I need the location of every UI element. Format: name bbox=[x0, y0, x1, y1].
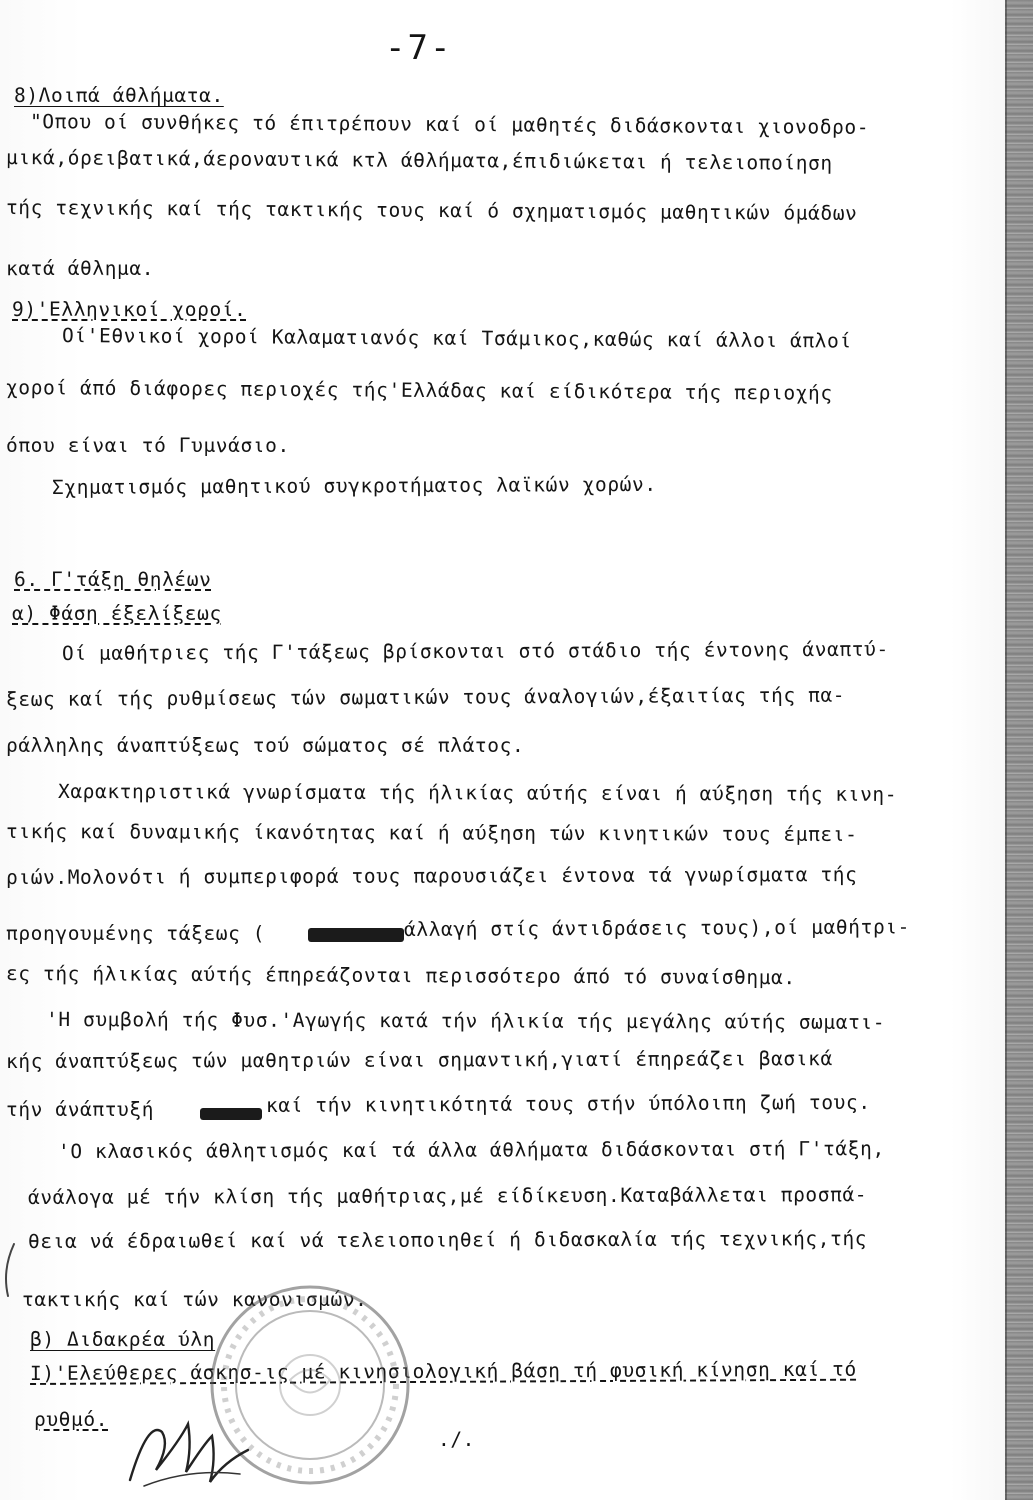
text-line: 'Ο κλασικός άθλητισμός καί τά άλλα άθλήματα διδάσκονται στή Γ'τάξη, bbox=[57, 1137, 885, 1163]
text-line-end: άλλαγή στίς άντιδράσεις τους),οί μαθήτρι- bbox=[403, 915, 911, 941]
text-line: Σχηματισμός μαθητικού συγκροτήματος λαϊκών χορών. bbox=[51, 472, 657, 499]
text-line: "Οπου οί συνθήκες τό έπιτρέπουν καί οί μαθητές διδάσκονται χιονοδρο- bbox=[29, 110, 870, 139]
text-line: μικά,όρειβατικά,άεροναυτικά κτλ άθλήματα,έπιδιώκεται ή τελειοποίηση bbox=[5, 146, 833, 175]
text-line: χοροί άπό διάφορες περιοχές τής'Ελλάδας καί είδικότερα τής περιοχής bbox=[5, 376, 833, 405]
section-heading-6: 6. Γ'τάξη θηλέων bbox=[14, 568, 212, 591]
text-line-end: καί τήν κινητικότητά τους στήν ύπόλοιπη ζωή τους. bbox=[265, 1090, 871, 1117]
text-line: 'Η συμβολή τής Φυσ.'Αγωγής κατά τήν ήλικία τής μεγάλης αύτής σωματι- bbox=[45, 1008, 886, 1034]
redaction-mark bbox=[200, 1108, 262, 1120]
section-heading-beta: β) Διδακρέα ύλη bbox=[30, 1328, 216, 1351]
text-line: κατά άθλημα. bbox=[6, 257, 155, 280]
text-line: Χαρακτηριστικά γνωρίσματα τής ήλικίας αύτής είναι ή αύξηση τής κινη- bbox=[57, 780, 898, 806]
redaction-mark bbox=[308, 928, 404, 942]
text-line: τής τεχνικής καί τής τακτικής τους καί ό σχηματισμός μαθητικών όμάδων bbox=[5, 196, 858, 225]
text-line: κής άναπτύξεως τών μαθητριών είναι σημαντική,γιατί έπηρεάζει βασικά bbox=[5, 1047, 833, 1073]
text-line: άνάλογα μέ τήν κλίση τής μαθήτριας,μέ είδίκευση.Καταβάλλεται προσπά- bbox=[27, 1183, 868, 1209]
text-line: ριών.Μολονότι ή συμπεριφορά τους παρουσιάζει έντονα τά γνωρίσματα τής bbox=[5, 863, 858, 889]
text-line: ες τής ήλικίας αύτής έπηρεάζονται περισσότερο άπό τό συναίσθημα. bbox=[5, 962, 796, 990]
text-line: θεια νά έδραιωθεί καί νά τελειοποιηθεί ή διδασκαλία τής τεχνικής,τής bbox=[27, 1227, 868, 1253]
text-line: ξεως καί τής ρυθμίσεως τών σωματικών τους άναλογιών,έξαιτίας τής πα- bbox=[5, 683, 846, 711]
text-line: Οί'Εθνικοί χοροί Καλαματιανός καί Τσάμικος,καθώς καί άλλοι άπλοί bbox=[61, 324, 852, 353]
section-heading-9: 9)'Ελληνικοί χοροί. bbox=[12, 298, 247, 321]
page-number: -7- bbox=[385, 28, 453, 68]
signature-icon bbox=[120, 1390, 260, 1500]
text-line: Οί μαθήτριες τής Γ'τάξεως βρίσκονται στό στάδιο τής έντονης άναπτύ- bbox=[61, 637, 889, 665]
margin-mark-icon bbox=[0, 1240, 20, 1300]
section-heading-I: I)'Ελεύθερες άσκησ-ις μέ κινησιολογική βάση τή φυσική κίνηση καί τό bbox=[29, 1357, 857, 1385]
page-edge-shadow bbox=[1005, 0, 1033, 1500]
text-line-start: τήν άνάπτυξή bbox=[6, 1098, 155, 1121]
text-line: ράλληλης άναπτύξεως τού σώματος σέ πλάτος. bbox=[6, 734, 525, 757]
text-line: ρυθμό. bbox=[34, 1408, 109, 1431]
section-heading-alpha: α) Φάση έξελίξεως bbox=[12, 602, 222, 625]
continuation-mark: ./. bbox=[438, 1428, 476, 1451]
text-line: τικής καί δυναμικής ίκανότητας καί ή αύξηση τών κινητικών τους έμπει- bbox=[5, 820, 858, 846]
text-line: όπου είναι τό Γυμνάσιο. bbox=[6, 434, 290, 457]
page-edge-line bbox=[1005, 0, 1007, 1500]
text-line-start: προηγουμένης τάξεως ( bbox=[6, 922, 266, 945]
section-heading-8: 8)Λοιπά άθλήματα. bbox=[14, 84, 224, 107]
text-line: τακτικής καί τών κανονισμών. bbox=[22, 1288, 368, 1311]
